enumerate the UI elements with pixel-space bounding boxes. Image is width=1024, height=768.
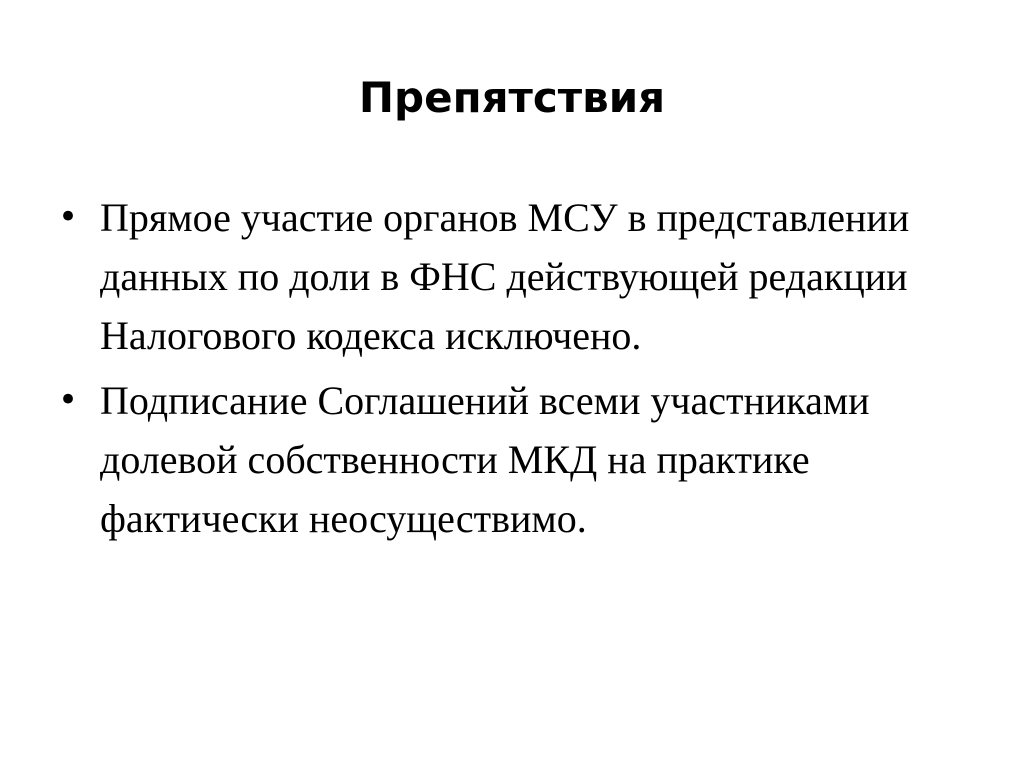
- bullet-list: [58, 188, 978, 554]
- bullet-marker-icon: •: [58, 380, 79, 420]
- bullet-marker-icon: •: [58, 197, 79, 237]
- slide-title: Препятствия: [358, 73, 666, 122]
- bullet-item: [58, 371, 978, 548]
- bullet-item: [58, 188, 978, 365]
- bullet-text: Прямое участие органов МСУ в представлении данных по доли в ФНС действующей редакции Налогового кодекса исключено.: [100, 195, 910, 358]
- bullet-text: Подписание Соглашений всеми участниками долевой собственности МКД на практике фактически неосуществимо.: [100, 378, 870, 541]
